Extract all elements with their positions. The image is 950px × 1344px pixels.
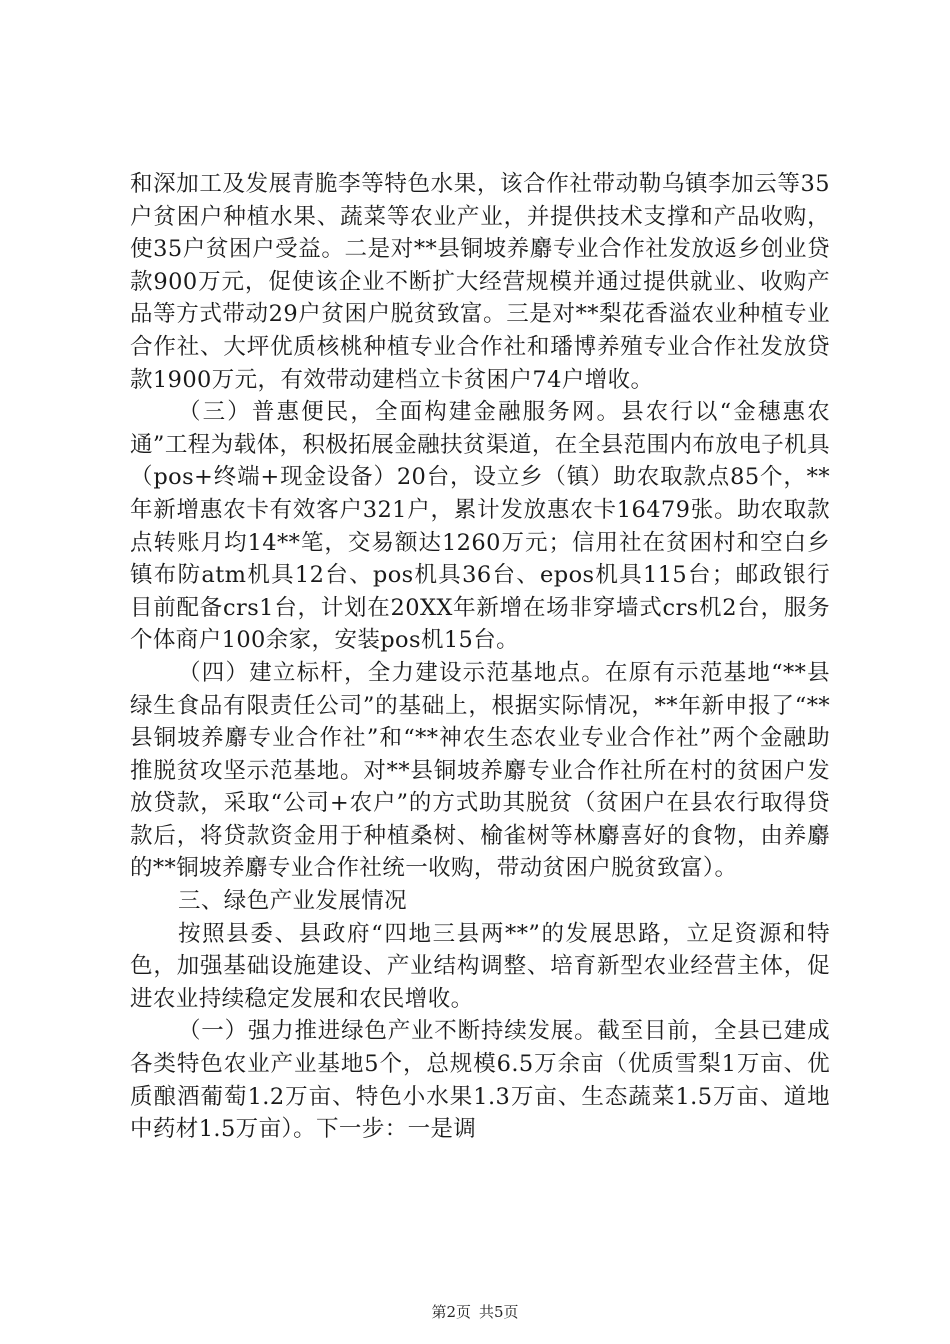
page-total: 共5页: [479, 1303, 519, 1321]
section-heading: 三、绿色产业发展情况: [178, 888, 408, 915]
page-number: 第2页: [431, 1303, 471, 1321]
paragraph-2: （三）普惠便民，全面构建金融服务网。县农行以“金穗惠农通”工程为载体，积极拓展金融扶贫渠道，在全县范围内布放电子机具（pos+终端+现金设备）20台，设立乡（镇）助农取款点85个，**年新增惠农卡有效客户321户，累计发放惠农卡16479张。助农取款点转账月均14**笔，交易额达1260万元；信用社在贫困村和空白乡镇布防atm机具12台、pos机具36台、epos机具115台；邮政银行目前配备crs1台，计划在20XX年新增在场非穿墙式crs机2台，服务个体商户100余家，安装pos机15台。: [130, 399, 830, 654]
page-footer: [0, 1302, 950, 1322]
paragraph-4: 按照县委、县政府“四地三县两**”的发展思路，立足资源和特色，加强基础设施建设、产业结构调整、培育新型农业经营主体，促进农业持续稳定发展和农民增收。: [130, 920, 830, 1012]
paragraph-5: （一）强力推进绿色产业不断持续发展。截至目前，全县已建成各类特色农业产业基地5个，总规模6.5万余亩（优质雪梨1万亩、优质酿酒葡萄1.2万亩、特色小水果1.3万亩、生态蔬菜1.5万亩、道地中药材1.5万亩）。下一步：一是调: [130, 1018, 830, 1143]
paragraph-1: 和深加工及发展青脆李等特色水果，该合作社带动勒乌镇李加云等35户贫困户种植水果、蔬菜等农业产业，并提供技术支撑和产品收购，使35户贫困户受益。二是对**县铜坡养麝专业合作社发放返乡创业贷款900万元，促使该企业不断扩大经营规模并通过提供就业、收购产品等方式带动29户贫困户脱贫致富。三是对**梨花香溢农业种植专业合作社、大坪优质核桃种植专业合作社和璠博养殖专业合作社发放贷款1900万元，有效带动建档立卡贫困户74户增收。: [130, 171, 830, 393]
document-body: [130, 168, 830, 1146]
paragraph-3: （四）建立标杆，全力建设示范基地点。在原有示范基地“**县绿生食品有限责任公司”的基础上，根据实际情况，**年新申报了“**县铜坡养麝专业合作社”和“**神农生态农业专业合作社”两个金融助推脱贫攻坚示范基地。对**县铜坡养麝专业合作社所在村的贫困户发放贷款，采取“公司+农户”的方式助其脱贫（贫困户在县农行取得贷款后，将贷款资金用于种植桑树、榆雀树等林麝喜好的食物，由养麝的**铜坡养麝专业合作社统一收购，带动贫困户脱贫致富）。: [130, 659, 830, 882]
